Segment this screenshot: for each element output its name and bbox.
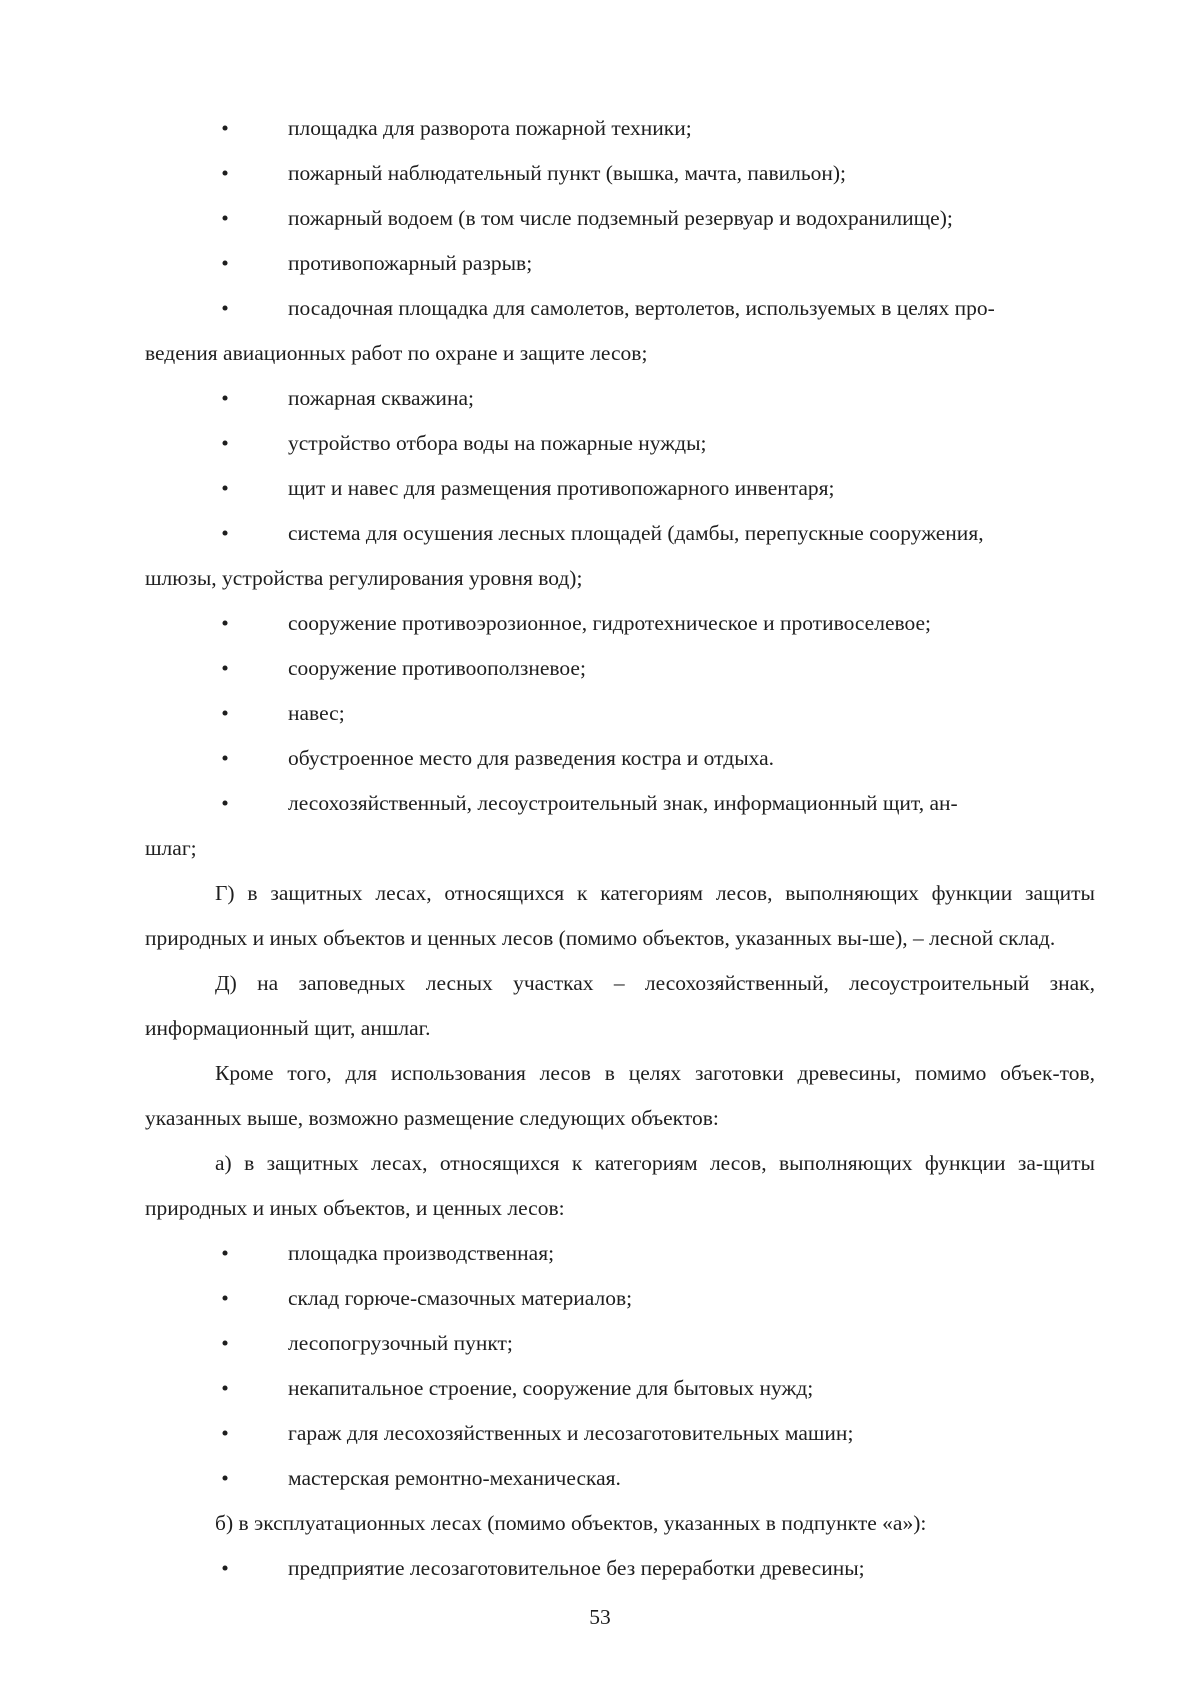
bullet-icon: •	[221, 476, 229, 500]
list-item-text: площадка производственная;	[288, 1241, 555, 1265]
bullet-icon: •	[221, 206, 229, 230]
list-item-text: предприятие лесозаготовительное без переработки древесины;	[288, 1556, 865, 1580]
list-item-text: устройство отбора воды на пожарные нужды;	[288, 431, 707, 455]
bullet-icon: •	[221, 1421, 229, 1445]
bullet-icon: •	[221, 1466, 229, 1490]
paragraph-additional-objects: Кроме того, для использования лесов в целях заготовки древесины, помимо объек-тов, указанных выше, возможно размещение следующих объектов:	[145, 1061, 1095, 1130]
list-item	[145, 1411, 1095, 1456]
list-item-text: навес;	[288, 701, 345, 725]
list-item	[145, 1546, 1095, 1591]
list-item	[145, 1231, 1095, 1276]
list-item-text: пожарный водоем (в том числе подземный резервуар и водохранилище);	[288, 206, 953, 230]
bullet-icon: •	[221, 701, 229, 725]
page-body	[145, 106, 1095, 1591]
list-item	[145, 1321, 1095, 1366]
list-item	[145, 151, 1095, 196]
list-item-text-first-line: посадочная площадка для самолетов, вертолетов, используемых в целях про-	[288, 296, 995, 320]
bullet-icon: •	[221, 251, 229, 275]
list-item	[145, 736, 1095, 781]
bullet-icon: •	[221, 116, 229, 140]
list-item	[145, 1456, 1095, 1501]
bullet-icon: •	[221, 296, 229, 320]
bullet-icon: •	[221, 1331, 229, 1355]
list-item	[145, 241, 1095, 286]
bullet-icon: •	[221, 1556, 229, 1580]
bullet-icon: •	[221, 161, 229, 185]
list-item	[145, 376, 1095, 421]
list-item	[145, 466, 1095, 511]
bullet-icon: •	[221, 386, 229, 410]
list-item-text: щит и навес для размещения противопожарного инвентаря;	[288, 476, 835, 500]
list-item-text: гараж для лесохозяйственных и лесозаготовительных машин;	[288, 1421, 854, 1445]
list-item-sign	[145, 781, 1095, 826]
list-item-text: обустроенное место для разведения костра и отдыха.	[288, 746, 775, 770]
list-item-text: склад горюче-смазочных материалов;	[288, 1286, 633, 1310]
list-item-text: пожарный наблюдательный пункт (вышка, мачта, павильон);	[288, 161, 847, 185]
list-item	[145, 106, 1095, 151]
bullet-icon: •	[221, 1286, 229, 1310]
list-item-text-first-line: лесохозяйственный, лесоустроительный знак, информационный щит, ан-	[288, 791, 958, 815]
list-item-text: сооружение противооползневое;	[288, 656, 586, 680]
bullet-icon: •	[221, 431, 229, 455]
list-item-continuation: ведения авиационных работ по охране и защите лесов;	[145, 341, 648, 365]
bullet-icon: •	[221, 656, 229, 680]
list-item-text: сооружение противоэрозионное, гидротехническое и противоселевое;	[288, 611, 932, 635]
paragraph-a: а) в защитных лесах, относящихся к категориям лесов, выполняющих функции за-щиты природных и иных объектов, и ценных лесов:	[145, 1151, 1095, 1220]
bullet-icon: •	[221, 791, 229, 815]
paragraph-b: б) в эксплуатационных лесах (помимо объектов, указанных в подпункте «а»):	[215, 1511, 927, 1535]
list-item-text: мастерская ремонтно-механическая.	[288, 1466, 621, 1490]
page-number: 53	[589, 1605, 611, 1629]
list-item	[145, 1366, 1095, 1411]
list-item	[145, 691, 1095, 736]
list-item	[145, 601, 1095, 646]
list-item-continuation: шлаг;	[145, 836, 197, 860]
list-item-text-first-line: система для осушения лесных площадей (дамбы, перепускные сооружения,	[288, 521, 984, 545]
list-item	[145, 421, 1095, 466]
bullet-icon: •	[221, 521, 229, 545]
list-item-text: некапитальное строение, сооружение для бытовых нужд;	[288, 1376, 814, 1400]
list-item-text: пожарная скважина;	[288, 386, 474, 410]
bullet-icon: •	[221, 1241, 229, 1265]
list-item	[145, 1276, 1095, 1321]
list-item	[145, 196, 1095, 241]
bullet-icon: •	[221, 611, 229, 635]
bullet-icon: •	[221, 746, 229, 770]
list-item-text: лесопогрузочный пункт;	[288, 1331, 513, 1355]
bullet-icon: •	[221, 1376, 229, 1400]
paragraph-d: Д) на заповедных лесных участках – лесохозяйственный, лесоустроительный знак, информационный щит, аншлаг.	[145, 971, 1095, 1040]
list-item-drainage	[145, 511, 1095, 556]
list-item-text: площадка для разворота пожарной техники;	[288, 116, 692, 140]
list-item-landing-pad	[145, 286, 1095, 331]
paragraph-g: Г) в защитных лесах, относящихся к категориям лесов, выполняющих функции защиты природных и иных объектов и ценных лесов (помимо объектов, указанных вы-ше), – лесной склад.	[145, 881, 1095, 950]
list-item	[145, 646, 1095, 691]
list-item-text: противопожарный разрыв;	[288, 251, 533, 275]
list-item-continuation: шлюзы, устройства регулирования уровня вод);	[145, 566, 583, 590]
